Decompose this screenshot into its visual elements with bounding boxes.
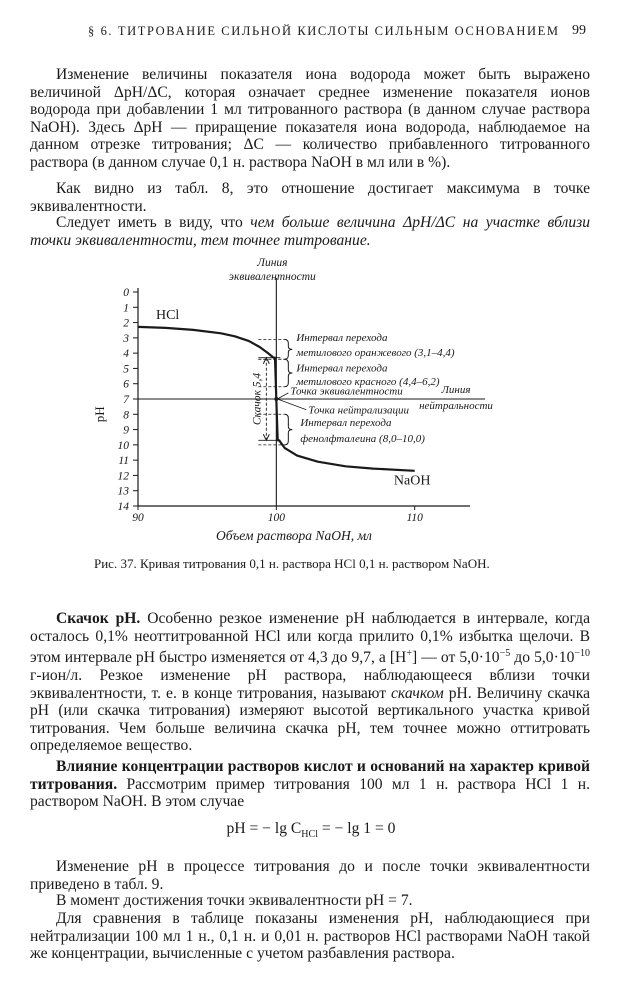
methyl-orange-label-1: Интервал перехода xyxy=(296,331,388,344)
equivalence-line-label-1: Линия xyxy=(257,257,288,269)
paragraph-delta-ph xyxy=(30,66,590,172)
paragraph-concentration-text: Рассмотрим пример титрования 100 мл 1 н. раствора HCl 1 н. раствором NaOH. В этом случае xyxy=(30,775,590,811)
sup-plus: + xyxy=(406,648,412,660)
formula-main: pH = − lg C xyxy=(226,820,302,837)
paragraph-table-9-text: Изменение pH в процессе титрования до и после точки эквивалентности приведено в табл. 9. xyxy=(30,858,590,893)
paragraph-delta-ph-text: Изменение величины показателя иона водорода может быть выражено величиной ΔpH/ΔC, которая означает среднее изменение показателя ионов водорода при добавлении 1 мл титрованного раствора (в данном случае раствора NaOH). Здесь ΔpH — приращение показателя иона водорода, наблюдаемое на данном отрезке титрования; ΔC — количество прибавленного титрованного раствора (в данном случае 0,1 н. раствора NaOH в мл или в %). xyxy=(30,66,590,171)
figure-caption: Рис. 37. Кривая титрования 0,1 н. раствора HCl 0,1 н. раствором NaOH. xyxy=(94,556,490,571)
neutrality-line-label-2: нейтральности xyxy=(419,400,493,412)
equivalence-point-leader xyxy=(277,393,288,399)
paragraph-table-8-text: Как видно из табл. 8, это отношение достигает максимума в точке эквивалентности. xyxy=(30,180,590,215)
y-tick-label-7: 7 xyxy=(123,394,129,406)
y-tick-label-10: 10 xyxy=(117,439,129,452)
y-axis-label: pH xyxy=(92,406,107,423)
paragraph-ph-jump-text-c: до 5,0·10 xyxy=(510,649,575,667)
page-number: 99 xyxy=(572,23,586,38)
paragraph-table-8 xyxy=(30,180,590,215)
y-tick-label-0: 0 xyxy=(123,287,129,299)
jump-label: Скачок 5,4 xyxy=(251,372,264,426)
methyl-red-label-2: метилового красного (4,4–6,2) xyxy=(296,376,440,389)
y-tick-label-2: 2 xyxy=(123,317,129,330)
curve-label-hcl: HCl xyxy=(155,307,180,323)
titration-chart xyxy=(80,252,540,552)
phenolphthalein-label-2: фенолфталеина (8,0–10,0) xyxy=(300,432,425,445)
paragraph-concentration xyxy=(30,758,590,811)
formula-subscript: HCl xyxy=(301,829,318,841)
curve-label-naoh: NaOH xyxy=(393,473,431,489)
paragraph-ph-jump-text-d: г-ион/л. Резкое изменение pH раствора, наблюдающееся вблизи точки эквивалентности, т. е. в конце титрования, называют xyxy=(30,666,590,702)
running-title: § 6. ТИТРОВАНИЕ СИЛЬНОЙ КИСЛОТЫ СИЛЬНЫМ ОСНОВАНИЕМ xyxy=(88,24,560,38)
sup-exp-10: −10 xyxy=(574,648,591,660)
y-tick-label-8: 8 xyxy=(123,409,129,422)
phenolphthalein-label-1: Интервал перехода xyxy=(300,416,392,429)
y-tick-label-9: 9 xyxy=(123,424,129,437)
y-tick-label-6: 6 xyxy=(123,378,129,391)
paragraph-comparison-text: Для сравнения в таблице показаны изменения pH, наблюдающиеся при нейтрализации 100 мл 1 н., 0,1 н. и 0,01 н. растворов HCl растворами NaOH такой же концентрации, вычисленные с учетом разбавления раствора. xyxy=(30,910,590,963)
paragraph-precision xyxy=(30,214,590,249)
methyl-orange-brace xyxy=(284,339,292,359)
paragraph-ph-jump-term: скачком xyxy=(391,684,444,702)
x-axis-label: Объем раствора NaOH, мл xyxy=(216,528,372,543)
neutrality-line-label-1: Линия xyxy=(441,384,471,396)
y-tick-label-12: 12 xyxy=(117,470,129,483)
methyl-orange-label-2: метилового оранжевого (3,1–4,4) xyxy=(296,347,455,360)
x-tick-label-100: 100 xyxy=(267,512,285,524)
y-tick-label-11: 11 xyxy=(118,455,129,468)
x-tick-label-110: 110 xyxy=(406,512,423,524)
page-header xyxy=(0,24,622,44)
y-tick-label-5: 5 xyxy=(123,363,129,376)
paragraph-table-9 xyxy=(30,858,590,893)
equivalence-line-label-2: эквивалентности xyxy=(228,271,316,283)
paragraph-ph-jump-text-b: ] — от 5,0·10 xyxy=(411,649,500,667)
y-tick-label-14: 14 xyxy=(117,501,129,513)
neutralization-point-leader xyxy=(277,399,306,410)
x-tick-label-90: 90 xyxy=(132,512,144,524)
paragraph-precision-lead: Следует иметь в виду, что xyxy=(56,214,251,231)
paragraph-ph-jump xyxy=(30,610,590,755)
paragraph-precision-emph: чем больше величина ΔpH/ΔC на участке вблизи точки эквивалентности, тем точнее титрование. xyxy=(30,214,590,249)
paragraph-equivalence-ph-text: В момент достижения точки эквивалентности pH = 7. xyxy=(56,892,413,909)
paragraph-comparison xyxy=(30,910,590,963)
paragraph-ph-jump-heading: Скачок pH. xyxy=(56,610,141,627)
titration-figure xyxy=(80,252,540,552)
formula-ph xyxy=(0,820,622,840)
equivalence-point-label: Точка эквивалентности xyxy=(290,385,403,398)
methyl-red-label-1: Интервал перехода xyxy=(296,362,388,375)
paragraph-ph-jump-text-a: Особенно резкое изменение pH наблюдается в интервале, когда осталось 0,1% неоттитрованной HCl или когда прилито 0,1% избытка щелочи. В этом интервале pH быстро изменяется от 4,3 до 9,7, а [H xyxy=(30,610,591,667)
y-tick-label-4: 4 xyxy=(123,348,129,361)
y-tick-label-3: 3 xyxy=(123,332,129,345)
formula-tail: = − lg 1 = 0 xyxy=(317,820,396,837)
phenolphthalein-brace xyxy=(284,414,292,445)
y-tick-label-13: 13 xyxy=(117,485,129,498)
neutralization-point-label: Точка нейтрализации xyxy=(308,404,410,417)
equivalence-point-marker xyxy=(274,397,278,401)
paragraph-ph-jump-text-f: pH. Величину скачка pH (или скачка титрования) измеряют высотой вертикального участка кривой титрования. Чем больше величина скачка pH, тем точнее можно оттитровать определяемое вещество. xyxy=(30,684,590,755)
sup-exp-5: −5 xyxy=(499,648,511,660)
paragraph-concentration-heading: Влияние концентрации растворов кислот и оснований на характер кривой титрования. xyxy=(30,758,590,793)
paragraph-equivalence-ph xyxy=(30,892,590,910)
y-tick-label-1: 1 xyxy=(123,302,129,315)
methyl-red-brace xyxy=(284,359,292,387)
